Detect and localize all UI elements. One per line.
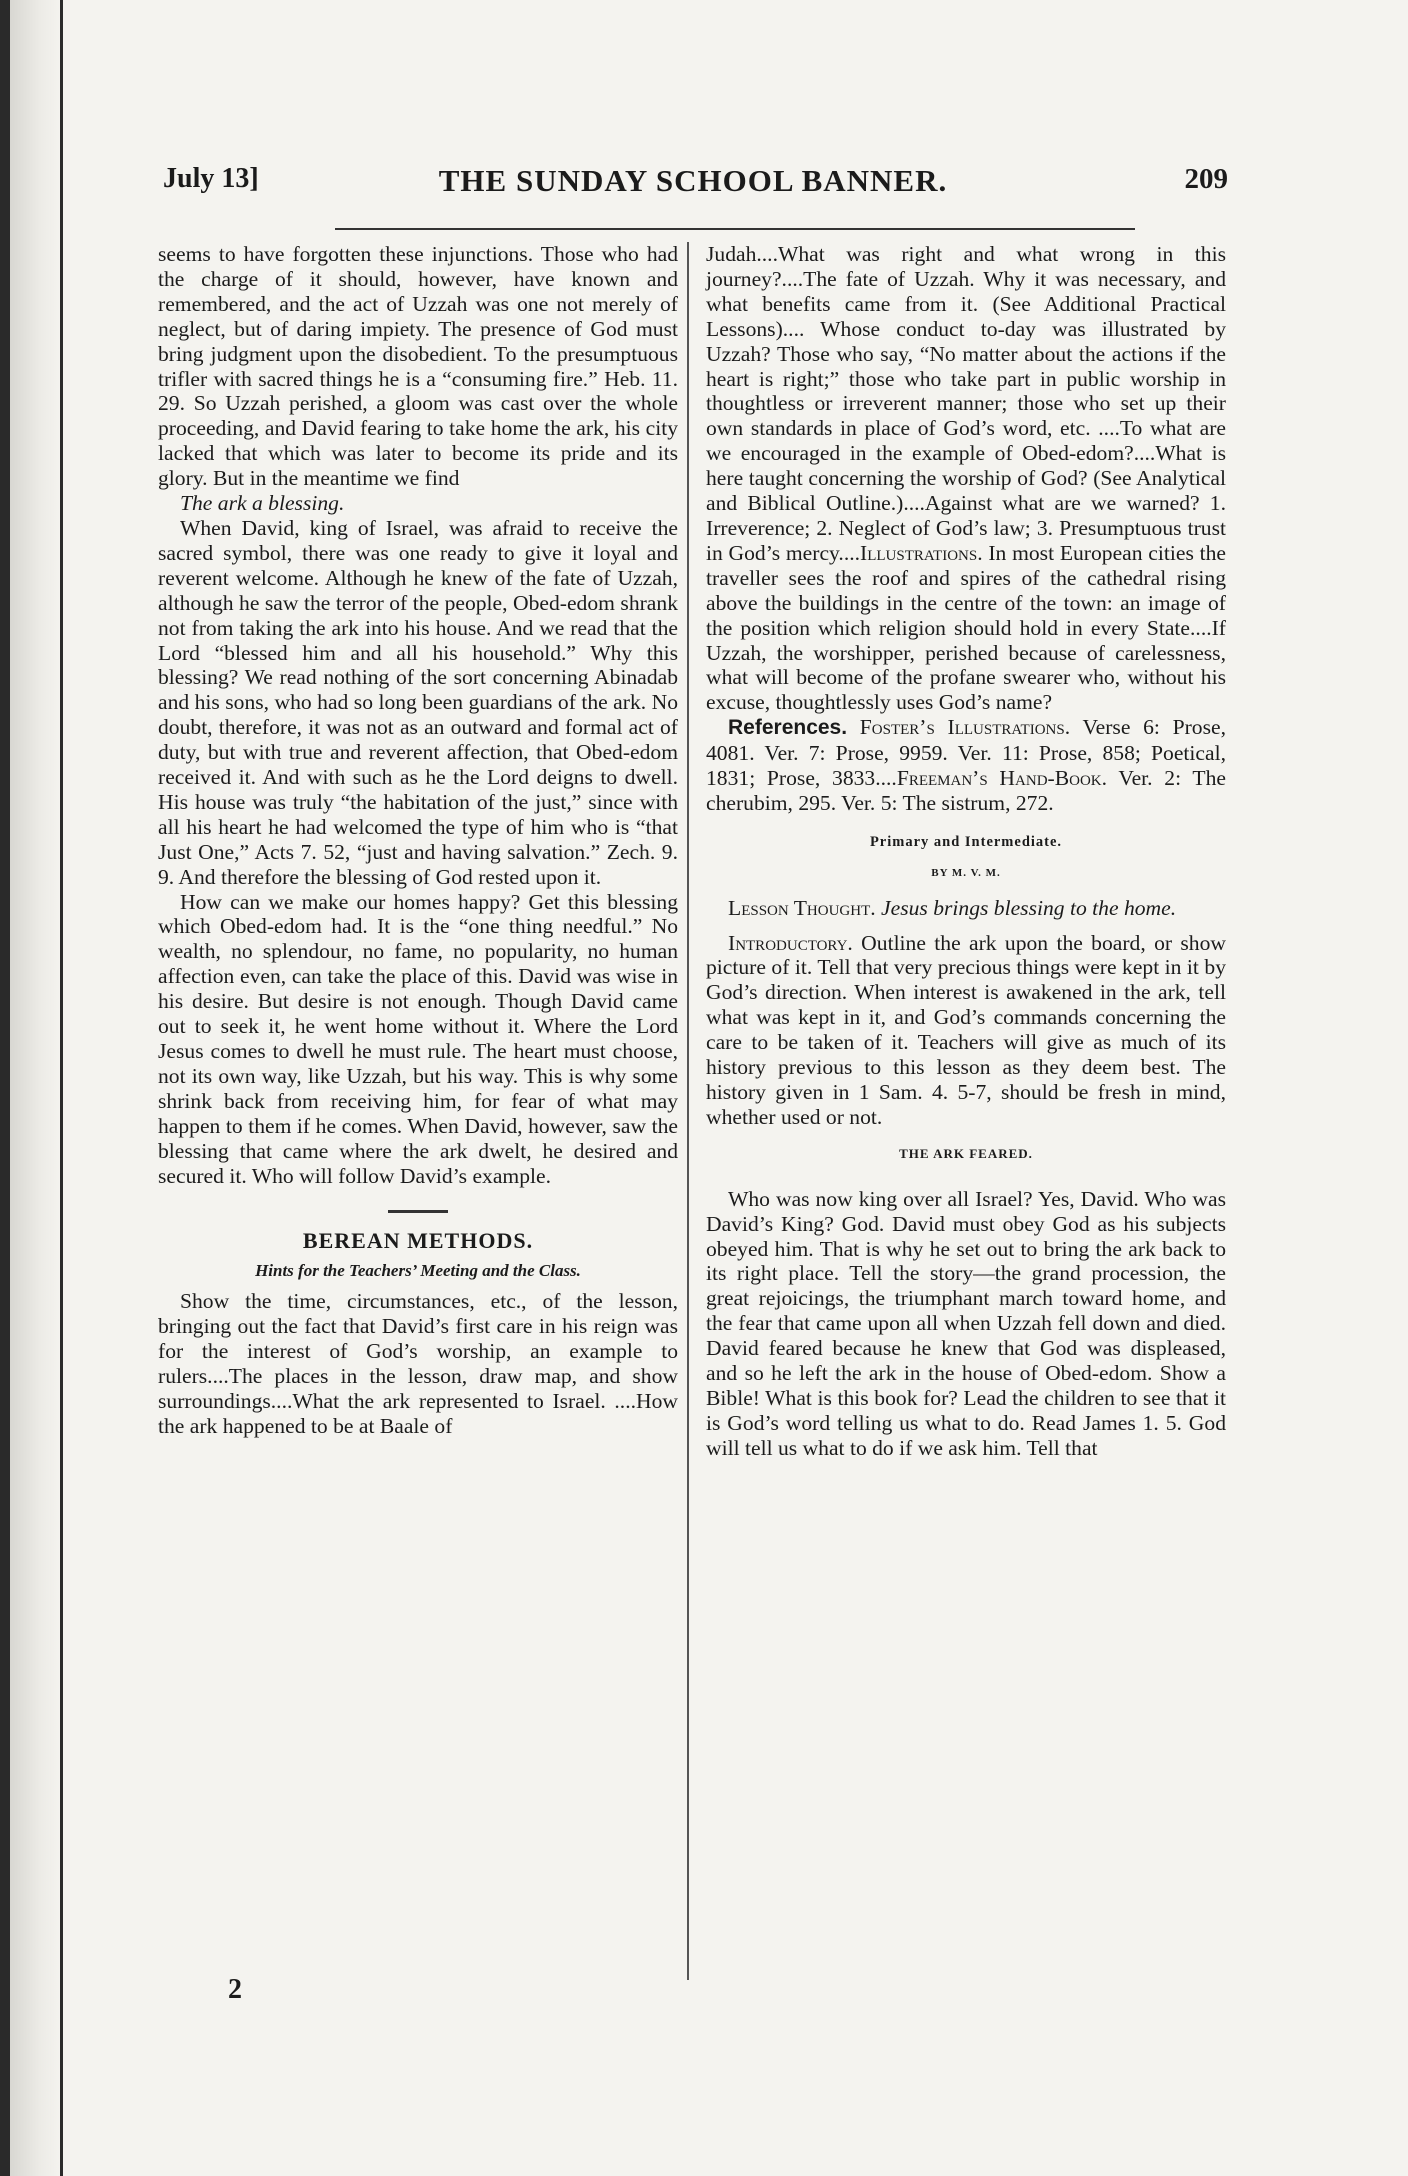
freemans-label: Freeman’s Hand-Book.	[896, 766, 1108, 791]
lesson-thought	[706, 896, 1226, 921]
section-heading: BEREAN METHODS.	[302, 1228, 534, 1254]
section-subheading: Hints for the Teachers’ Meeting and the Class.	[255, 1261, 581, 1281]
paragraph-text: Judah....What was right and what wrong in this journey?....The fate of Uzzah. Why it was necessary, and what benefits came from it. (See Additional Practical Lessons).... Whose conduct to-day was illustrated by Uzzah? Those who say, “No matter about the actions if the heart is right;” those who take part in public worship in thoughtless or irreverent manner; those who set up their own standards in place of God’s word, etc. ....To what are we encouraged in the example of Obed-edom?....What is here taught concerning the worship of God? (See Analytical and Biblical Outline.)....Against what are we warned? 1. Irreverence; 2. Neglect of God’s law; 3. Presumptuous trust in God’s mercy....	[706, 242, 1226, 565]
paragraph: How can we make our homes happy? Get this blessing which Obed-edom had. It is the “one thing needful.” No wealth, no splendour, no fame, no popularity, no human affection even, can take the place of this. David was wise in his desire. But desire is not enough. Though David came out to seek it, he went home without it. Where the Lord Jesus comes to dwell he must rule. The heart must choose, not its own way, like Uzzah, but his way. This is why some shrink back from receiving him, for fear of what may happen to them if he comes. When David, however, saw the blessing that came where the ark dwelt, he desired and secured it. Who will follow David’s example.	[158, 889, 678, 1188]
references-label: References.	[728, 716, 848, 740]
left-column	[158, 242, 678, 1439]
running-header	[158, 163, 1228, 213]
paragraph: seems to have forgotten these injunctions. Those who had the charge of it should, however, have known and remembered, and the act of Uzzah was one not merely of neglect, but of daring impiety. The presence of God must bring judgment upon the disobedient. To the presumptuous trifler with sacred things he is a “consuming fire.” Heb. 11. 29. So Uzzah perished, a gloom was cast over the whole proceeding, and David fearing to take home the ark, his city lacked that which was later to become its pride and its glory. But in the meantime we find	[158, 242, 678, 491]
paragraph-text: In most European cities the traveller sees the roof and spires of the cathedral rising above the buildings in the centre of the town: an image of the position which religion should hold in every State....If Uzzah, the worshipper, perished because of carelessness, what will become of the profane swearer who, without his excuse, thoughtlessly uses God’s name?	[706, 540, 1226, 715]
primary-heading: Primary and Intermediate.	[869, 833, 1063, 850]
lesson-thought-label: Lesson Thought.	[728, 895, 876, 920]
header-rule	[335, 228, 1135, 230]
binding-line	[60, 0, 63, 2176]
column-divider	[687, 242, 689, 1980]
references-text: Ver. 2: The cherubim, 295. Ver. 5: The sistrum, 272.	[706, 766, 1226, 815]
paragraph: Show the time, circumstances, etc., of the lesson, bringing out the fact that David’s first care in his reign was for the interest of God’s worship, an example to rulers....The places in the lesson, draw map, and show surroundings....What the ark represented to Israel. ....How the ark happened to be at Baale of	[158, 1289, 678, 1438]
signature-mark: 2	[228, 1974, 242, 2005]
fosters-label: Foster’s Illustrations.	[859, 715, 1071, 740]
primary-byline: BY M. V. M.	[931, 866, 1001, 879]
introductory-label: Introductory.	[728, 930, 853, 955]
references-text: Verse 6: Prose, 4081. Ver. 7: Prose, 9959. Ver. 11: Prose, 858; Poetical, 1831; Prose, 3833....	[706, 715, 1226, 791]
introductory	[706, 931, 1226, 1130]
paragraph	[706, 242, 1226, 715]
header-date: July 13]	[163, 163, 259, 194]
spacer	[706, 1177, 1226, 1187]
references-paragraph	[706, 715, 1226, 816]
paragraph: When David, king of Israel, was afraid to receive the sacred symbol, there was one ready to give it loyal and reverent welcome. Although he knew of the fate of Uzzah, although he saw the terror of the people, Obed-edom shrank not from taking the ark into his house. And we read that the Lord “blessed him and all his household.” Why this blessing? We read nothing of the sort concerning Abinadab and his sons, who had so long been guardians of the ark. No doubt, therefore, it was not as an outward and formal act of duty, but with true and reverent affection, that Obed-edom received it. And with such as he the Lord deigns to dwell. His house was truly “the habitation of the just,” since with all his heart he had welcomed the type of him who is “that Just One,” Acts 7. 52, “just and having salvation.” Zech. 9. 9. And therefore the blessing of God rested upon it.	[158, 515, 678, 889]
italic-subheading: The ark a blessing.	[180, 491, 345, 516]
illustrations-label: Illustrations.	[860, 540, 983, 565]
ark-feared-heading: THE ARK FEARED.	[899, 1145, 1033, 1161]
section-divider	[388, 1210, 448, 1213]
page-number: 209	[1184, 163, 1228, 195]
scan-edge	[0, 0, 60, 2176]
right-column	[706, 242, 1226, 1461]
introductory-text: Outline the ark upon the board, or show picture of it. Tell that very precious things were kept in it by God’s direction. When interest is awakened in the ark, tell what was kept in it, and God’s commands concerning the care to be taken of it. Teachers will give as much of its history previous to this lesson as they deem best. The history given in 1 Sam. 4. 5-7, should be fresh in mind, whether used or not.	[706, 930, 1226, 1129]
header-title: THE SUNDAY SCHOOL BANNER.	[438, 163, 948, 198]
paragraph: Who was now king over all Israel? Yes, David. Who was David’s King? God. David must obey God as his subjects obeyed him. That is why he set out to bring the ark back to its right place. Tell the story—the grand procession, the great rejoicings, the triumphant march toward home, and the fear that came upon all when Uzzah fell down and died. David feared because he knew that God was displeased, and so he left the ark in the house of Obed-edom. Show a Bible! What is this book for? Lead the children to see that it is God’s word telling us what to do. Read James 1. 5. God will tell us what to do if we ask him. Tell that	[706, 1186, 1226, 1460]
lesson-thought-text: Jesus brings blessing to the home.	[881, 895, 1177, 920]
spacer	[706, 1130, 1226, 1140]
spacer	[706, 921, 1226, 931]
